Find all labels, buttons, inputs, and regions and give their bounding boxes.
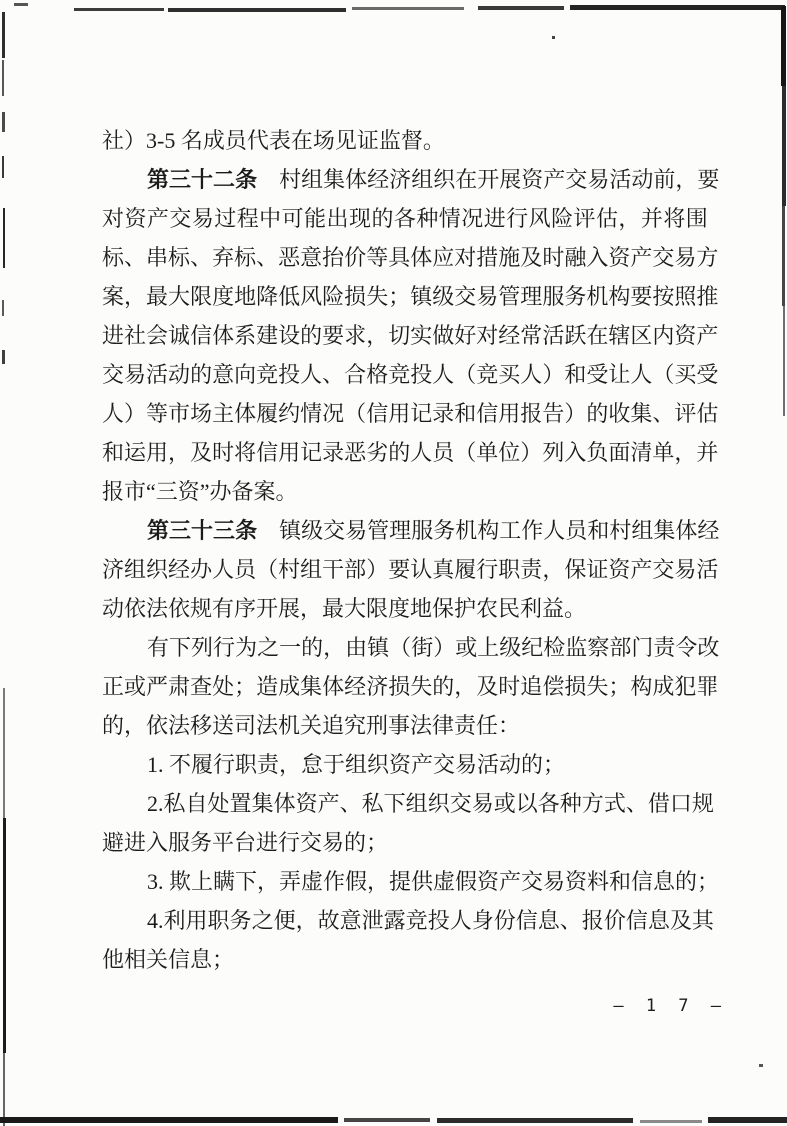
- scan-artifact-top-edge: [352, 7, 464, 10]
- scan-artifact-dot: [552, 36, 555, 39]
- text-block: [102, 121, 720, 979]
- text-line: 社）3-5 名成员代表在场见证监督。: [102, 128, 445, 153]
- text-line: 人 ） 等 市 场 主 体 履 约 情 况 （ 信 用 记 录 和 信 用 报 告 ） 的 收 集 、 评 估: [102, 401, 719, 426]
- text-line: 第 三 十 二 条 村 组 集 体 经 济 组 织 在 开 展 资 产 交 易 活 动 前 ， 要: [147, 167, 720, 192]
- text-line: 他相关信息；: [102, 947, 235, 972]
- scan-artifact-left-edge: [3, 1053, 5, 1126]
- text-line: 2 . 私 自 处 置 集 体 资 产 、 私 下 组 织 交 易 或 以 各 种 方 式 、 借 口 规: [147, 791, 714, 816]
- scan-artifact-left-edge: [3, 208, 5, 268]
- text-line: 案 ， 最 大 限 度 地 降 低 风 险 损 失 ； 镇 级 交 易 管 理 服 务 机 构 要 按 照 推: [102, 284, 719, 309]
- scan-artifact-bottom-edge: [437, 1118, 633, 1123]
- scan-artifact-top-edge: [478, 6, 564, 10]
- text-line: 1. 不履行职责，怠于组织资产交易活动的；: [147, 752, 566, 777]
- text-line: 和 运 用 ， 及 时 将 信 用 记 录 恶 劣 的 人 员 （ 单 位 ） 列 入 负 面 清 单 ， 并: [102, 440, 719, 465]
- scan-artifact-left-edge: [3, 688, 5, 818]
- scan-artifact-bottom-edge: [344, 1118, 430, 1122]
- text-line: 进 社 会 诚 信 体 系 建 设 的 要 求 ， 切 实 做 好 对 经 常 活 跃 在 辖 区 内 资 产: [102, 323, 719, 348]
- scan-artifact-bottom-edge: [0, 1117, 338, 1123]
- scan-artifact-bottom-edge: [708, 1117, 787, 1123]
- text-line: 4 . 利 用 职 务 之 便 ， 故 意 泄 露 竞 投 人 身 份 信 息 、 报 价 信 息 及 其: [147, 908, 714, 933]
- scan-artifact-left-edge: [2, 60, 4, 96]
- text-line: 对 资 产 交 易 过 程 中 可 能 出 现 的 各 种 情 况 进 行 风 险 评 估 ， 并 将 围: [102, 206, 708, 231]
- scan-artifact-left-edge: [3, 818, 6, 1053]
- text-line: 报市“三资”办备案。: [102, 479, 298, 504]
- scan-artifact-top-edge: [74, 8, 164, 11]
- footer-page-number: — 1 7 —: [613, 996, 727, 1016]
- text-line: 3. 欺上瞒下，弄虚作假，提供虚假资产交易资料和信息的；: [147, 869, 720, 894]
- text-line: 第 三 十 三 条 镇 级 交 易 管 理 服 务 机 构 工 作 人 员 和 村 组 集 体 经: [147, 518, 720, 543]
- text-line: 标 、 串 标 、 弃 标 、 恶 意 抬 价 等 具 体 应 对 措 施 及 时 融 入 资 产 交 易 方: [102, 245, 719, 270]
- scan-artifact-left-edge: [2, 12, 5, 58]
- scan-artifact-left-edge: [2, 112, 5, 132]
- text-line: 的，依法移送司法机关追究刑事法律责任：: [102, 713, 521, 738]
- scan-artifact-left-edge: [2, 156, 4, 178]
- scan-artifact-right-edge: [782, 86, 786, 206]
- text-line: 动依法依规有序开展，最大限度地保护农民利益。: [102, 596, 587, 621]
- scan-artifact-left-edge: [2, 350, 5, 364]
- scan-artifact-top-edge: [570, 5, 785, 10]
- text-line: 济 组 织 经 办 人 员 （ 村 组 干 部 ） 要 认 真 履 行 职 责 ， 保 证 资 产 交 易 活: [102, 557, 719, 582]
- text-line: 正 或 严 肃 查 处 ； 造 成 集 体 经 济 损 失 的 ， 及 时 追 偿 损 失 ； 构 成 犯 罪: [102, 674, 719, 699]
- text-line: 避进入服务平台进行交易的；: [102, 830, 389, 855]
- scan-artifact-top-edge: [14, 3, 28, 6]
- scan-artifact-right-edge: [781, 6, 786, 86]
- scan-artifact-top-edge: [168, 8, 346, 12]
- scan-artifact-bottom-edge: [640, 1120, 702, 1123]
- scan-artifact-right-edge: [783, 306, 785, 416]
- scan-artifact-right-edge: [782, 206, 785, 306]
- scan-artifact-left-edge: [2, 300, 4, 316]
- scan-artifact-dot: [759, 1064, 763, 1067]
- text-line: 交 易 活 动 的 意 向 竞 投 人 、 合 格 竞 投 人 （ 竞 买 人 ） 和 受 让 人 （ 买 受: [102, 362, 719, 387]
- text-line: 有 下 列 行 为 之 一 的 ， 由 镇 （ 街 ） 或 上 级 纪 检 监 察 部 门 责 令 改: [147, 635, 720, 660]
